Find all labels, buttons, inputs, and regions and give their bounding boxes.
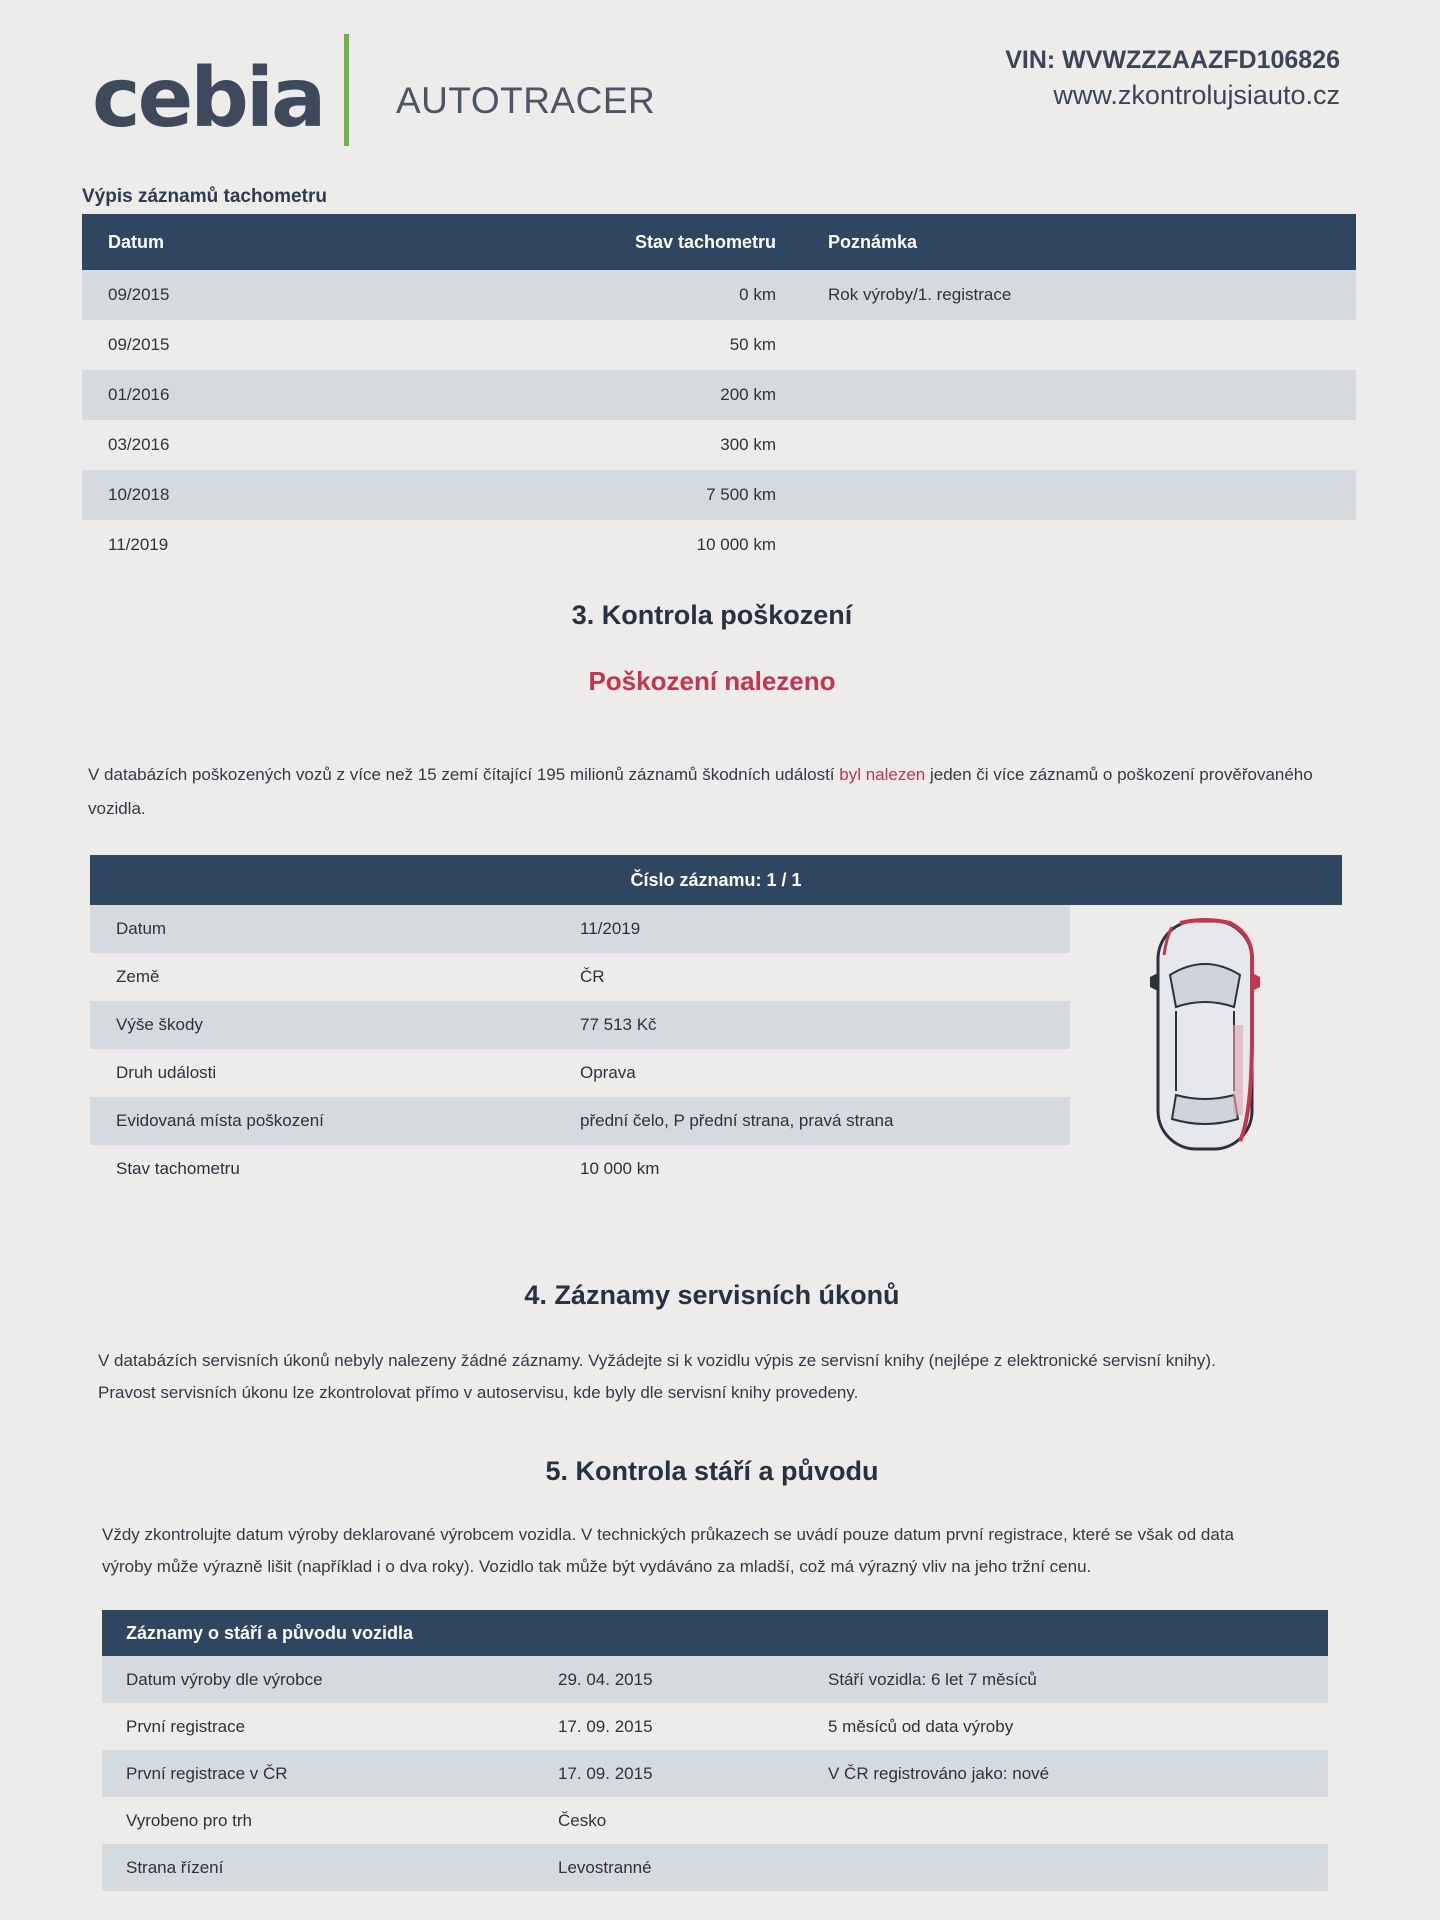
age-note: Stáří vozidla: 6 let 7 měsíců: [828, 1669, 1037, 1689]
table-row: [102, 1844, 1328, 1891]
table-row: [90, 1049, 1070, 1097]
odometer-date: 10/2018: [108, 485, 170, 504]
damage-record-table: [90, 905, 1070, 1193]
age-line-2: výroby může výrazně lišit (například i o dva roky). Vozidlo tak může být vydáváno za mladší, což má výrazný vliv na jeho tržní cenu.: [102, 1557, 1092, 1576]
age-value: Levostranné: [558, 1857, 652, 1877]
record-key: Evidovaná místa poškození: [116, 1111, 324, 1130]
age-key: Strana řízení: [126, 1857, 224, 1877]
service-heading: 4. Záznamy servisních úkonů: [524, 1280, 900, 1310]
record-key: Datum: [116, 919, 167, 938]
cebia-logo: cebia: [92, 51, 324, 146]
age-table-title: Záznamy o stáří a původu vozidla: [102, 1610, 1328, 1656]
damage-text-after: jeden či více záznamů o poškození prověřovaného vozidla.: [88, 765, 1313, 818]
odometer-value: 0 km: [739, 285, 776, 304]
age-key: Datum výroby dle výrobce: [126, 1669, 323, 1689]
table-row: [90, 905, 1070, 953]
damage-description: [88, 758, 1338, 826]
record-key: Stav tachometru: [116, 1159, 240, 1178]
age-key: První registrace: [126, 1716, 246, 1736]
table-row: [90, 1001, 1070, 1049]
damage-record-title: Číslo záznamu: 1 / 1: [90, 855, 1342, 905]
record-value: Oprava: [580, 1063, 636, 1082]
table-row: [82, 420, 1356, 470]
table-row: [82, 270, 1356, 320]
product-name: AUTOTRACER: [396, 80, 656, 121]
odometer-date: 09/2015: [108, 285, 170, 304]
record-value: 10 000 km: [580, 1159, 660, 1178]
column-header-odometer: Stav tachometru: [634, 231, 776, 252]
age-note: V ČR registrováno jako: nové: [828, 1763, 1050, 1783]
odometer-value: 300 km: [720, 435, 776, 454]
vin-number: VIN: WVWZZZAAZFD106826: [1005, 46, 1340, 74]
record-value: přední čelo, P přední strana, pravá strana: [580, 1111, 894, 1130]
odometer-title: Výpis záznamů tachometru: [82, 186, 327, 207]
table-row: [90, 953, 1070, 1001]
odometer-date: 01/2016: [108, 385, 170, 404]
table-row: [102, 1656, 1328, 1703]
table-row: [102, 1703, 1328, 1750]
damage-text-highlight: byl nalezen: [839, 765, 926, 784]
table-row: [102, 1750, 1328, 1797]
odometer-value: 50 km: [729, 335, 776, 354]
age-value: 29. 04. 2015: [558, 1669, 653, 1689]
service-line-1: V databázích servisních úkonů nebyly nalezeny žádné záznamy. Vyžádejte si k vozidlu výpis ze servisní knihy (nejlépe z elektronické servisní knihy).: [98, 1351, 1216, 1370]
odometer-value: 200 km: [720, 385, 776, 404]
column-header-note: Poznámka: [828, 231, 918, 252]
website-link[interactable]: www.zkontrolujsiauto.cz: [1053, 80, 1340, 110]
logo-divider: [344, 34, 349, 146]
record-key: Výše škody: [116, 1015, 203, 1034]
table-row: [82, 520, 1356, 570]
table-row: [82, 370, 1356, 420]
service-line-2: Pravost servisních úkonu lze zkontrolovat přímo v autoservisu, kde byly dle servisní knihy provedeny.: [98, 1383, 859, 1402]
age-table: [102, 1656, 1328, 1891]
odometer-value: 10 000 km: [696, 535, 776, 554]
table-row: [90, 1145, 1070, 1193]
age-value: Česko: [558, 1810, 607, 1830]
table-row: [90, 1097, 1070, 1145]
damage-status: Poškození nalezeno: [588, 666, 836, 696]
record-key: Druh události: [116, 1063, 217, 1082]
record-value: 11/2019: [580, 919, 641, 938]
column-header-date: Datum: [108, 231, 165, 252]
age-value: 17. 09. 2015: [558, 1716, 653, 1736]
odometer-date: 11/2019: [108, 535, 169, 554]
age-value: 17. 09. 2015: [558, 1763, 653, 1783]
odometer-date: 03/2016: [108, 435, 170, 454]
odometer-note: Rok výroby/1. registrace: [828, 285, 1012, 304]
age-heading: 5. Kontrola stáří a původu: [545, 1456, 879, 1486]
car-damage-diagram-icon: [1140, 915, 1270, 1155]
damage-heading: 3. Kontrola poškození: [571, 600, 853, 630]
age-key: Vyrobeno pro trh: [126, 1810, 252, 1830]
odometer-date: 09/2015: [108, 335, 170, 354]
table-row: [82, 470, 1356, 520]
record-value: ČR: [580, 967, 605, 986]
odometer-table: [82, 214, 1356, 570]
age-line-1: Vždy zkontrolujte datum výroby deklarované výrobcem vozidla. V technických průkazech se uvádí pouze datum první registrace, které se však od data: [102, 1525, 1235, 1544]
damage-text-before: V databázích poškozených vozů z více než 15 zemí čítající 195 milionů záznamů škodních událostí: [88, 765, 840, 784]
odometer-table-header: [82, 214, 1356, 270]
age-note: 5 měsíců od data výroby: [828, 1716, 1014, 1736]
odometer-value: 7 500 km: [706, 485, 776, 504]
age-key: První registrace v ČR: [126, 1763, 288, 1783]
table-row: [82, 320, 1356, 370]
table-row: [102, 1797, 1328, 1844]
record-key: Země: [116, 967, 160, 986]
record-value: 77 513 Kč: [580, 1015, 657, 1034]
